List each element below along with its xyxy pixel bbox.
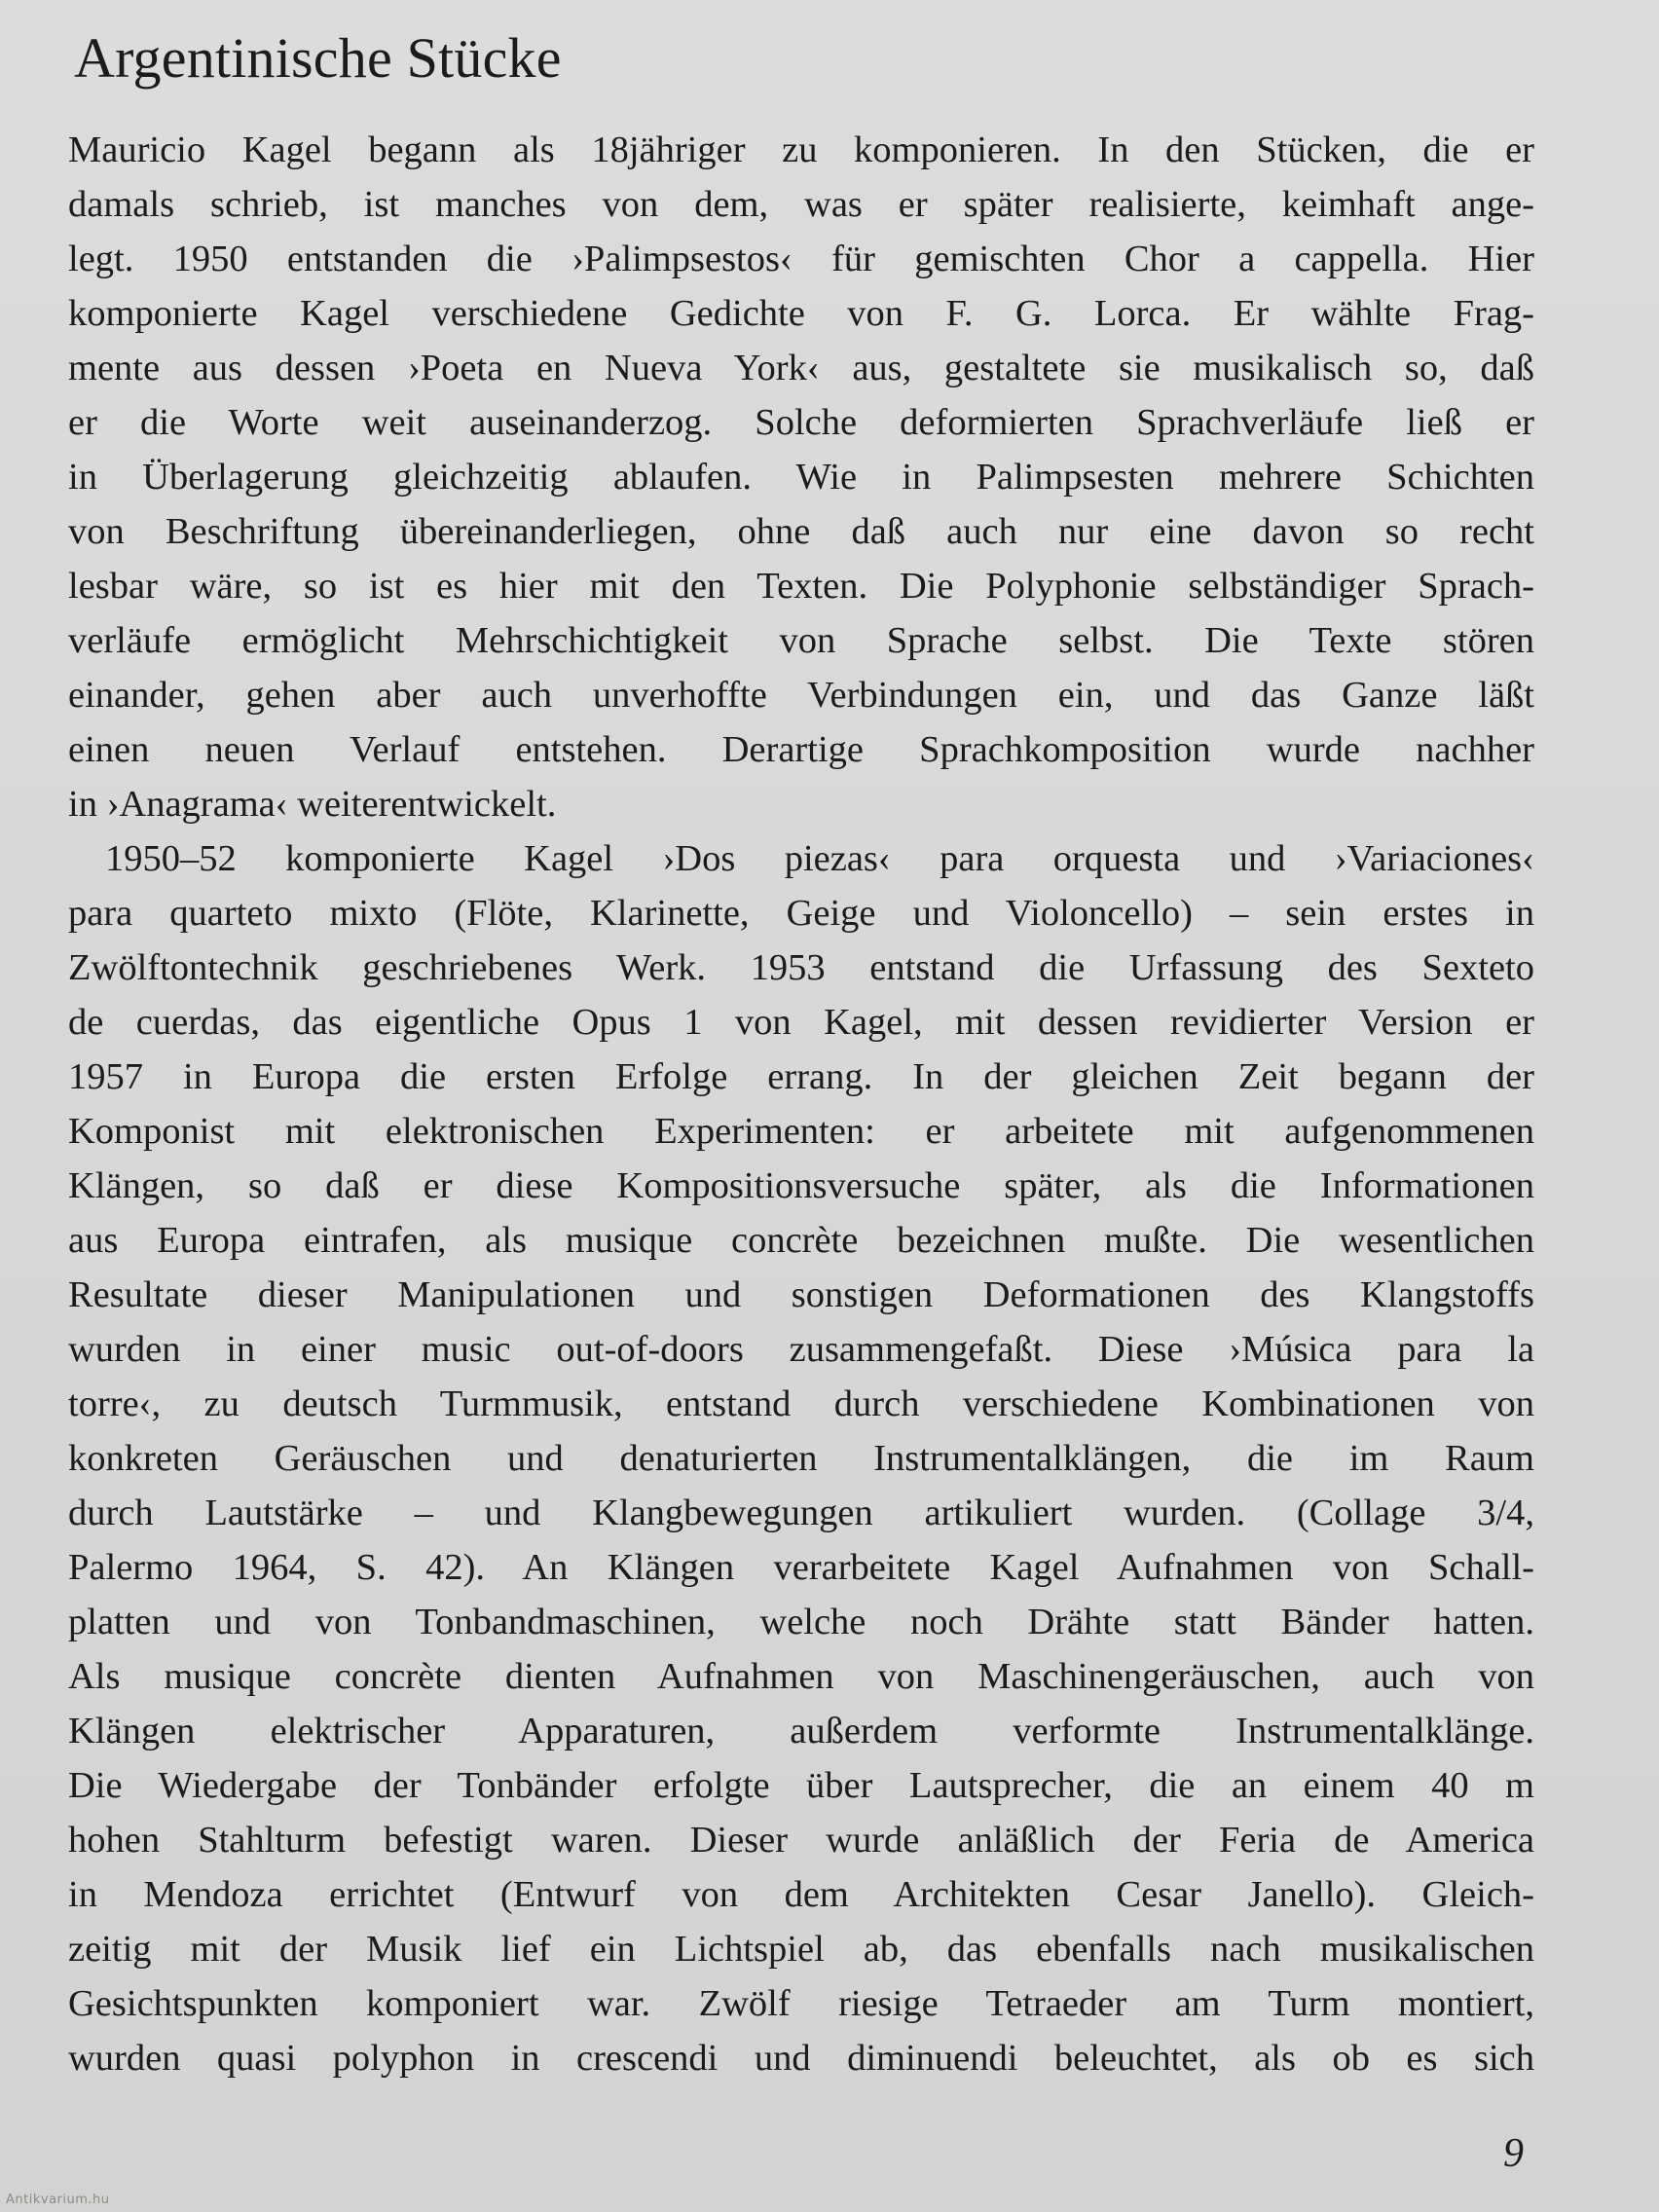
text-line: Gesichtspunkten komponiert war. Zwölf riesige Tetraeder am Turm montiert,: [68, 1983, 1534, 2024]
text-line: Palermo 1964, S. 42). An Klängen verarbeitete Kagel Aufnahmen von Schall-: [68, 1547, 1534, 1588]
text-line: verläufe ermöglicht Mehrschichtigkeit von Sprache selbst. Die Texte stören: [68, 620, 1534, 661]
text-line: konkreten Geräuschen und denaturierten Instrumentalklängen, die im Raum: [68, 1438, 1534, 1479]
text-line: platten und von Tonbandmaschinen, welche noch Drähte statt Bänder hatten.: [68, 1602, 1534, 1642]
text-line: torre‹, zu deutsch Turmmusik, entstand durch verschiedene Kombinationen von: [68, 1383, 1534, 1424]
text-line: hohen Stahlturm befestigt waren. Dieser wurde anläßlich der Feria de America: [68, 1820, 1534, 1861]
text-line: damals schrieb, ist manches von dem, was er später realisierte, keimhaft ange-: [68, 184, 1534, 225]
text-line: komponierte Kagel verschiedene Gedichte von F. G. Lorca. Er wählte Frag-: [68, 293, 1534, 334]
text-line: 1950–52 komponierte Kagel ›Dos piezas‹ para orquesta und ›Variaciones‹: [105, 838, 1534, 879]
text-line: Klängen elektrischer Apparaturen, außerdem verformte Instrumentalklänge.: [68, 1711, 1534, 1751]
text-line: Die Wiedergabe der Tonbänder erfolgte über Lautsprecher, die an einem 40 m: [68, 1765, 1534, 1806]
text-line: de cuerdas, das eigentliche Opus 1 von Kagel, mit dessen revidierter Version er: [68, 1002, 1534, 1043]
text-line: zeitig mit der Musik lief ein Lichtspiel ab, das ebenfalls nach musikalischen: [68, 1929, 1534, 1970]
chapter-heading: Argentinische Stücke: [74, 26, 562, 90]
text-line: durch Lautstärke – und Klangbewegungen artikuliert wurden. (Collage 3/4,: [68, 1493, 1534, 1533]
text-line: von Beschriftung übereinanderliegen, ohne daß auch nur eine davon so recht: [68, 511, 1534, 552]
text-line: einen neuen Verlauf entstehen. Derartige Sprachkomposition wurde nachher: [68, 729, 1534, 770]
text-line: er die Worte weit auseinanderzog. Solche deformierten Sprachverläufe ließ er: [68, 402, 1534, 443]
page-number: 9: [1503, 2131, 1524, 2176]
text-line: einander, gehen aber auch unverhoffte Verbindungen ein, und das Ganze läßt: [68, 675, 1534, 716]
watermark: Antikvarium.hu: [6, 2193, 110, 2207]
text-line: Als musique concrète dienten Aufnahmen von Maschinengeräuschen, auch von: [68, 1656, 1534, 1697]
text-line: para quarteto mixto (Flöte, Klarinette, Geige und Violoncello) – sein erstes in: [68, 893, 1534, 934]
text-line: wurden in einer music out-of-doors zusammengefaßt. Diese ›Música para la: [68, 1329, 1534, 1370]
text-line: lesbar wäre, so ist es hier mit den Texten. Die Polyphonie selbständiger Sprach-: [68, 566, 1534, 607]
text-line: legt. 1950 entstanden die ›Palimpsestos‹ für gemischten Chor a cappella. Hier: [68, 239, 1534, 279]
text-line: in Mendoza errichtet (Entwurf von dem Architekten Cesar Janello). Gleich-: [68, 1874, 1534, 1915]
text-line: 1957 in Europa die ersten Erfolge errang. In der gleichen Zeit begann der: [68, 1056, 1534, 1097]
text-line: Mauricio Kagel begann als 18jähriger zu komponieren. In den Stücken, die er: [68, 129, 1534, 170]
body-text: [68, 123, 1534, 2085]
text-line: mente aus dessen ›Poeta en Nueva York‹ aus, gestaltete sie musikalisch so, daß: [68, 348, 1534, 388]
text-line: in Überlagerung gleichzeitig ablaufen. Wie in Palimpsesten mehrere Schichten: [68, 457, 1534, 498]
text-line: aus Europa eintrafen, als musique concrète bezeichnen mußte. Die wesentlichen: [68, 1220, 1534, 1261]
text-line: in ›Anagrama‹ weiterentwickelt.: [68, 784, 557, 825]
text-line: Zwölftontechnik geschriebenes Werk. 1953 entstand die Urfassung des Sexteto: [68, 947, 1534, 988]
text-line: Klängen, so daß er diese Kompositionsversuche später, als die Informationen: [68, 1165, 1534, 1206]
text-line: wurden quasi polyphon in crescendi und diminuendi beleuchtet, als ob es sich: [68, 2038, 1534, 2079]
text-line: Resultate dieser Manipulationen und sonstigen Deformationen des Klangstoffs: [68, 1274, 1534, 1315]
text-line: Komponist mit elektronischen Experimenten: er arbeitete mit aufgenommenen: [68, 1111, 1534, 1152]
